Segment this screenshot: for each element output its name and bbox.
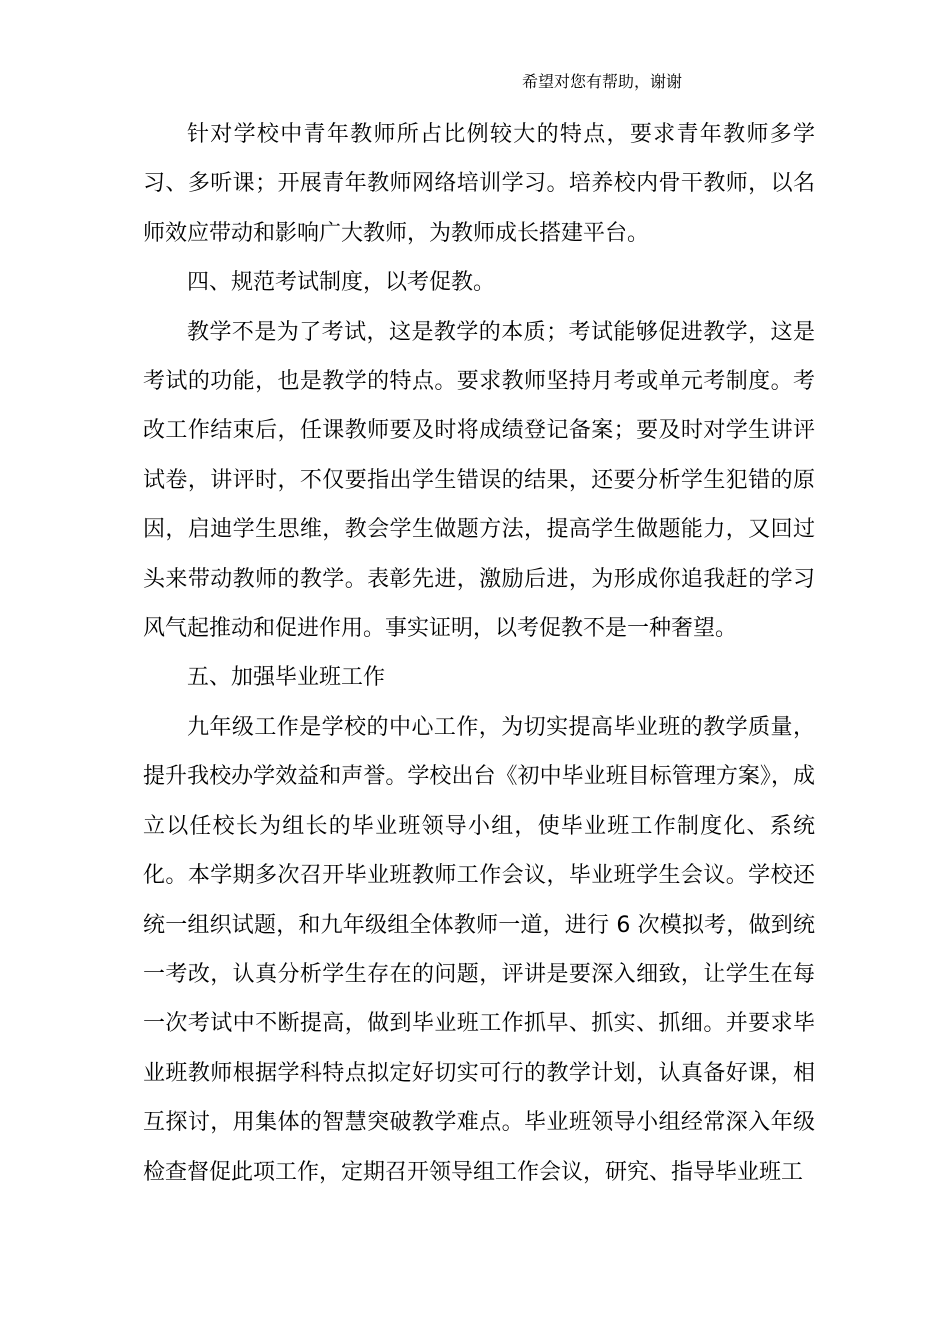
section-heading-graduating-class: 五、加强毕业班工作 <box>187 665 386 691</box>
paragraph-exams: 教学不是为了考试，这是教学的本质；考试能够促进教学，这是考试的功能，也是教学的特点。要求教师坚持月考或单元考制度。考改工作结束后，任课教师要及时将成绩登记备案；要及时对学生讲评试卷，讲评时，不仅要指出学生错误的结果，还要分析学生犯错的原因，启迪学生思维，教会学生做题方法，提高学生做题能力，又回过头来带动教师的教学。表彰先进，激励后进，为形成你追我赶的学习风气起推动和促进作用。事实证明，以考促教不是一种奢望。 <box>143 319 815 642</box>
section-heading-exams: 四、规范考试制度，以考促教。 <box>187 270 496 296</box>
paragraph-young-teachers: 针对学校中青年教师所占比例较大的特点，要求青年教师多学习、多听课；开展青年教师网络培训学习。培养校内骨干教师，以名师效应带动和影响广大教师，为教师成长搭建平台。 <box>143 122 815 246</box>
paragraph-graduating-class: 九年级工作是学校的中心工作，为切实提高毕业班的教学质量，提升我校办学效益和声誉。学校出台《初中毕业班目标管理方案》，成立以任校长为组长的毕业班领导小组，使毕业班工作制度化、系统化。本学期多次召开毕业班教师工作会议，毕业班学生会议。学校还统一组织试题，和九年级组全体教师一道，进行 6 次模拟考，做到统一考改，认真分析学生存在的问题，评讲是要深入细致，让学生在每一次考试中不断提高，做到毕业班工作抓早、抓实、抓细。并要求毕业班教师根据学科特点拟定好切实可行的教学计划，认真备好课，相互探讨，用集体的智慧突破教学难点。毕业班领导小组经常深入年级检查督促此项工作，定期召开领导组工作会议，研究、指导毕业班工 <box>143 714 815 1185</box>
document-body <box>143 110 815 1197</box>
header-note: 希望对您有帮助，谢谢 <box>522 72 683 91</box>
